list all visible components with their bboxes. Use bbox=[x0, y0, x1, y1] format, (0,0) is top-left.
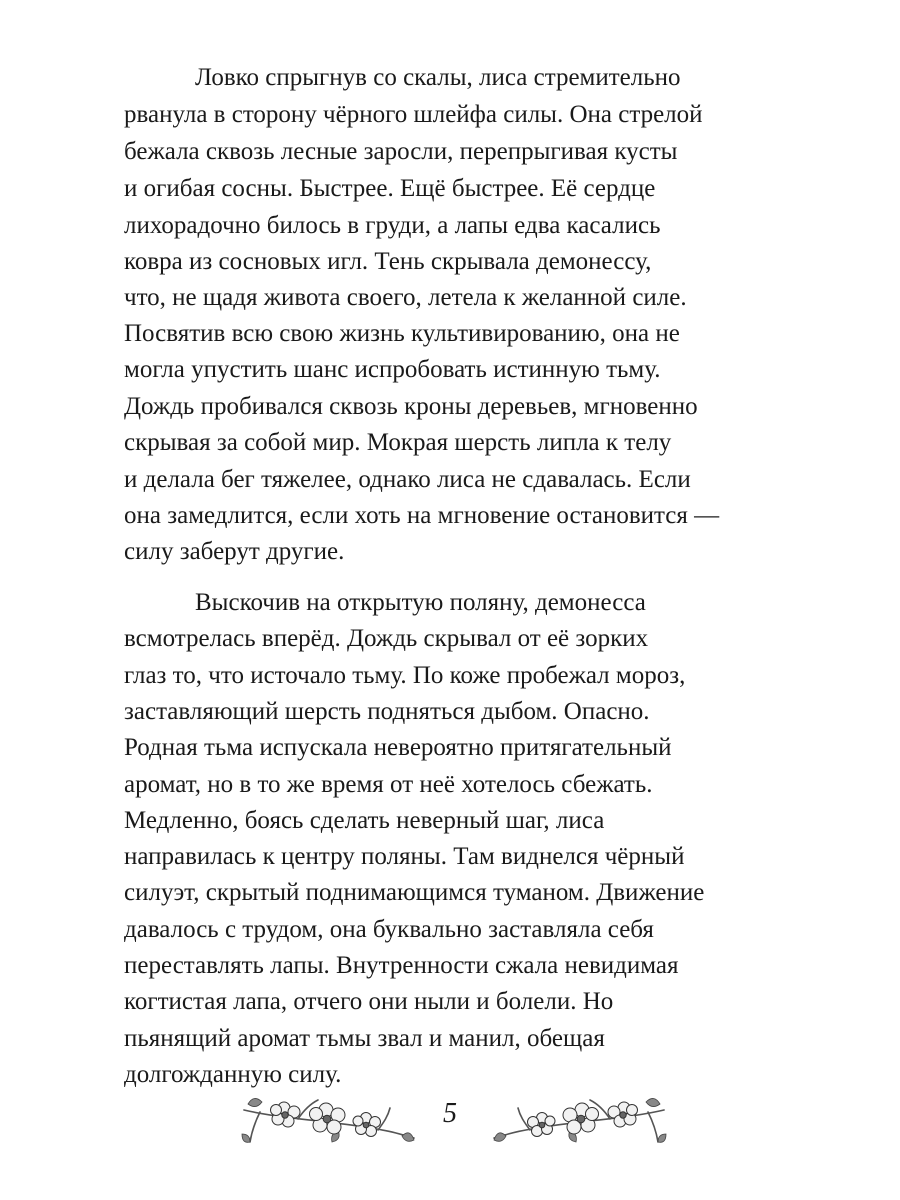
text-line: силу заберут другие. bbox=[124, 538, 345, 565]
text-line: Родная тьма испускала невероятно притягательный bbox=[124, 734, 672, 761]
text-line: ковра из сосновых игл. Тень скрывала демонессу, bbox=[124, 248, 652, 275]
text-line: заставляющий шерсть подняться дыбом. Опасно. bbox=[124, 698, 650, 725]
text-line: Ловко спрыгнув со скалы, лиса стремительно bbox=[195, 64, 681, 91]
text-line: и огибая сосны. Быстрее. Ещё быстрее. Её сердце bbox=[124, 175, 656, 202]
text-line: и делала бег тяжелее, однако лиса не сдавалась. Если bbox=[124, 466, 691, 493]
text-line: аромат, но в то же время от неё хотелось сбежать. bbox=[124, 771, 653, 798]
text-line: скрывая за собой мир. Мокрая шерсть липла к телу bbox=[124, 429, 672, 456]
text-line: глаз то, что источало тьму. По коже пробежал мороз, bbox=[124, 662, 686, 689]
text-line: давалось с трудом, она буквально заставляла себя bbox=[124, 916, 654, 943]
text-line: бежала сквозь лесные заросли, перепрыгивая кусты bbox=[124, 138, 678, 165]
page-footer bbox=[0, 1090, 900, 1150]
text-line: лихорадочно билось в груди, а лапы едва касались bbox=[124, 212, 661, 239]
text-line: она замедлится, если хоть на мгновение остановится — bbox=[124, 502, 720, 529]
text-line: рванула в сторону чёрного шлейфа силы. Она стрелой bbox=[124, 101, 703, 128]
text-line: Посвятив всю свою жизнь культивированию, она не bbox=[124, 320, 680, 347]
text-line: Медленно, боясь сделать неверный шаг, лиса bbox=[124, 807, 605, 834]
blossom-branch-icon bbox=[238, 1090, 418, 1150]
text-line: силуэт, скрытый поднимающимся туманом. Движение bbox=[124, 879, 705, 906]
text-line: могла упустить шанс испробовать истинную тьму. bbox=[124, 356, 661, 383]
text-line: пьянящий аромат тьмы звал и манил, обещая bbox=[124, 1025, 605, 1052]
text-line: переставлять лапы. Внутренности сжала невидимая bbox=[124, 952, 679, 979]
text-line: Дождь пробивался сквозь кроны деревьев, мгновенно bbox=[124, 393, 698, 420]
text-line: когтистая лапа, отчего они ныли и болели. Но bbox=[124, 988, 614, 1015]
text-line: Выскочив на открытую поляну, демонесса bbox=[195, 589, 646, 616]
text-line: долгожданную силу. bbox=[124, 1061, 342, 1088]
page-number: 5 bbox=[443, 1098, 457, 1129]
text-line: всмотрелась вперёд. Дождь скрывал от её зорких bbox=[124, 625, 649, 652]
text-line: направилась к центру поляны. Там виднелся чёрный bbox=[124, 843, 685, 870]
blossom-branch-icon bbox=[490, 1090, 670, 1150]
text-line: что, не щадя живота своего, летела к желанной силе. bbox=[124, 284, 687, 311]
